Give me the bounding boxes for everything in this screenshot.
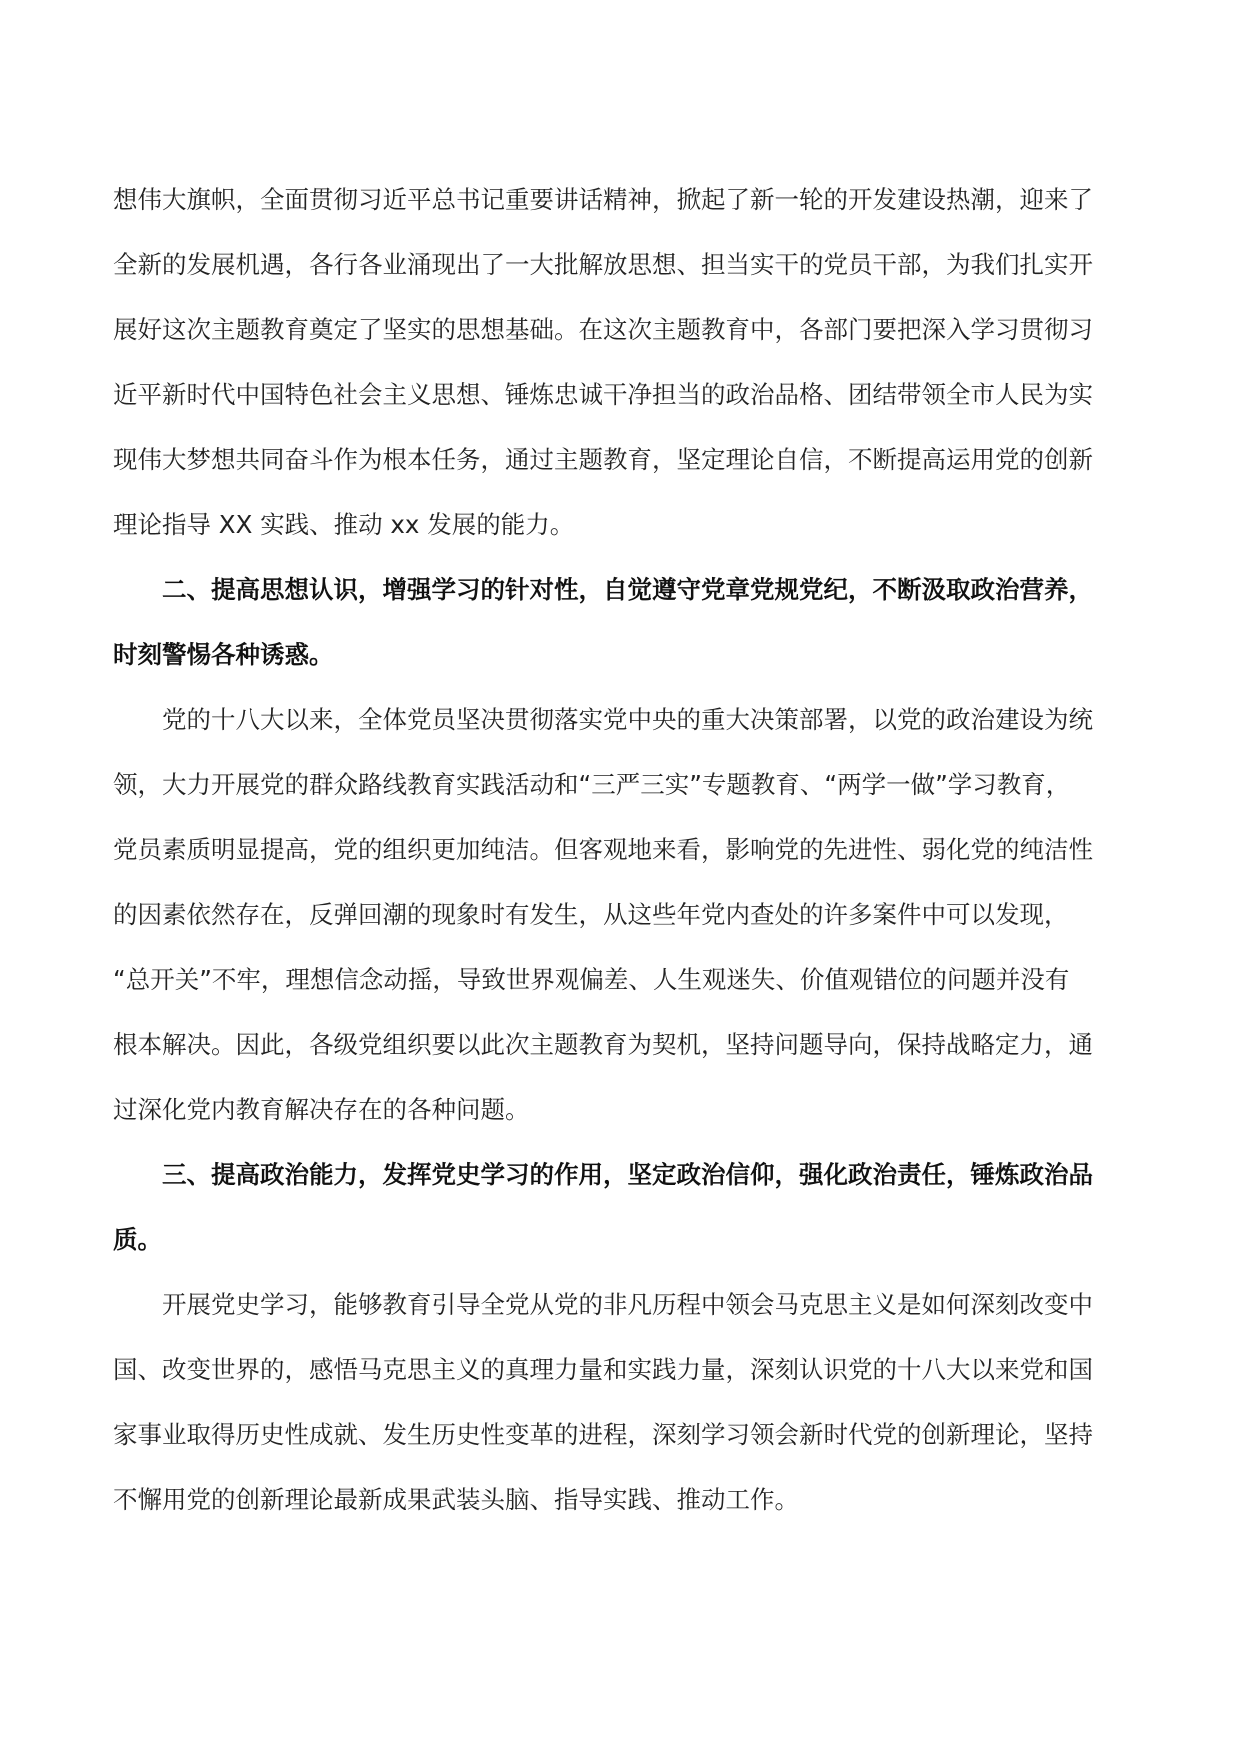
heading-line: 二、提高思想认识，增强学习的针对性，自觉遵守党章党规党纪，不断汲取政治营养， [162, 575, 1093, 604]
text-line: 开展党史学习，能够教育引导全党从党的非凡历程中领会马克思主义是如何深刻改变中 [162, 1290, 1093, 1319]
text-line: 不懈用党的创新理论最新成果武装头脑、指导实践、推动工作。 [113, 1485, 799, 1514]
text-line: 展好这次主题教育奠定了坚实的思想基础。在这次主题教育中，各部门要把深入学习贯彻习 [113, 315, 1093, 344]
heading-line: 时刻警惕各种诱惑。 [113, 640, 334, 669]
section-heading-3 [113, 1142, 1133, 1272]
text-line: 近平新时代中国特色社会主义思想、锤炼忠诚干净担当的政治品格、团结带领全市人民为实 [113, 380, 1093, 409]
text-line: 国、改变世界的，感悟马克思主义的真理力量和实践力量，深刻认识党的十八大以来党和国 [113, 1355, 1093, 1384]
text-line: 的因素依然存在，反弹回潮的现象时有发生，从这些年党内查处的许多案件中可以发现， [113, 900, 1069, 929]
heading-line: 三、提高政治能力，发挥党史学习的作用，坚定政治信仰，强化政治责任，锤炼政治品 [162, 1160, 1093, 1189]
text-line: 理论指导 XX 实践、推动 xx 发展的能力。 [113, 510, 575, 539]
text-line: 想伟大旗帜，全面贯彻习近平总书记重要讲话精神，掀起了新一轮的开发建设热潮，迎来了 [113, 185, 1093, 214]
text-line: 现伟大梦想共同奋斗作为根本任务，通过主题教育，坚定理论自信，不断提高运用党的创新 [113, 445, 1093, 474]
text-line: 根本解决。因此，各级党组织要以此次主题教育为契机，坚持问题导向，保持战略定力，通 [113, 1030, 1093, 1059]
text-line: 全新的发展机遇，各行各业涌现出了一大批解放思想、担当实干的党员干部，为我们扎实开 [113, 250, 1093, 279]
text-line: 党的十八大以来，全体党员坚决贯彻落实党中央的重大决策部署，以党的政治建设为统 [162, 705, 1093, 734]
text-line: 党员素质明显提高，党的组织更加纯洁。但客观地来看，影响党的先进性、弱化党的纯洁性 [113, 835, 1093, 864]
text-line: “总开关”不牢，理想信念动摇，导致世界观偏差、人生观迷失、价值观错位的问题并没有 [113, 965, 1070, 994]
text-line: 领，大力开展党的群众路线教育实践活动和“三严三实”专题教育、“两学一做”学习教育， [113, 770, 1071, 799]
section-heading-2 [113, 557, 1133, 687]
paragraph-continuation [113, 167, 1133, 557]
heading-line: 质。 [113, 1225, 162, 1254]
text-line: 家事业取得历史性成就、发生历史性变革的进程，深刻学习领会新时代党的创新理论，坚持 [113, 1420, 1093, 1449]
paragraph-body [113, 1272, 1133, 1532]
document-page [113, 167, 1133, 1532]
text-line: 过深化党内教育解决存在的各种问题。 [113, 1095, 530, 1124]
paragraph-body [113, 687, 1133, 1142]
